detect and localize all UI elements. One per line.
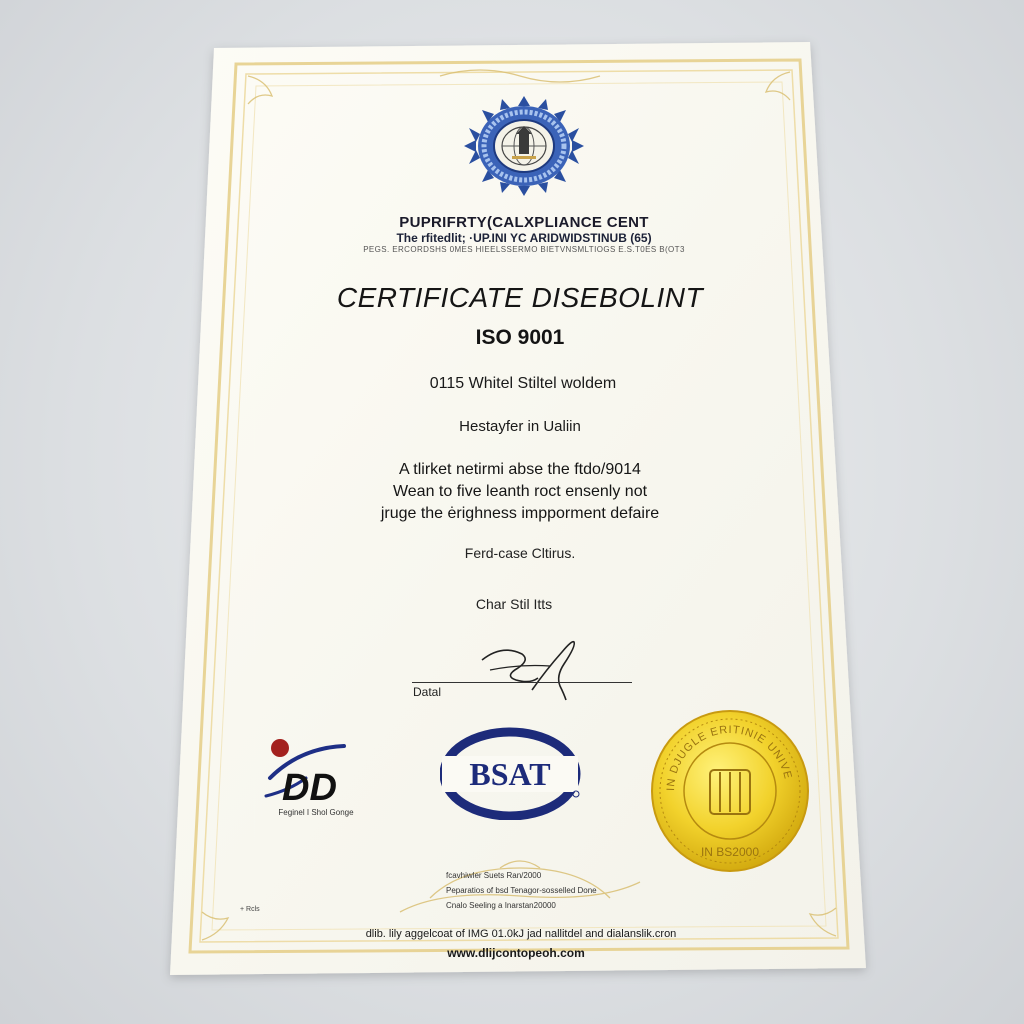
- footer-details: [446, 868, 597, 913]
- dd-logo-caption: Feginel I Shol Gonge: [278, 808, 354, 817]
- issue-date: Ferd-case Cltirus.: [464, 545, 576, 561]
- gold-seal-icon: [650, 708, 810, 874]
- seal-bottom-text: IN BS2000: [700, 845, 760, 859]
- organization-detail-line: PEGS. ERCORDSHS 0MES HIEELSSERMO BIETVNSMLTIOGS E.S.T0ES B(OT3: [363, 245, 685, 254]
- seal-arc-text: IN DJUGLE ERITINIE UNIVE: [664, 723, 794, 792]
- footer-tiny-note: + Rcls: [240, 906, 260, 913]
- signature-graphic: [470, 632, 600, 704]
- scope-line: A tlirket netirmi abse the ftdo/9014: [399, 461, 641, 478]
- scope-line: jruge the ėrighness impporment defaire: [380, 505, 660, 522]
- dd-logo: [262, 738, 374, 808]
- footer-statement: dlib. lily aggelcoat of IMG 01.0kJ jad nallitdel and dialanslik.cron: [365, 928, 677, 940]
- bsat-logo-text: BSAT: [469, 756, 551, 792]
- footer-website: www.dlijcontopeoh.com: [447, 946, 585, 960]
- signature-line: [412, 682, 632, 683]
- company-name: 0115 Whitel Stiltel woldem: [429, 375, 617, 392]
- organization-name: PUPRIFRTY(CALΧPLIANCE CENT: [399, 214, 649, 231]
- certificate-title: CERTIFICATE DISEBOLINT: [336, 282, 704, 313]
- footer-detail-line: fcavhiwler Suets Ran/2000: [446, 871, 542, 880]
- date-label: Datal: [413, 685, 442, 699]
- standard-label: ISO 9001: [475, 326, 565, 349]
- certificate-scope: [381, 459, 659, 525]
- scope-line: Wean to five leanth roct ensenly not: [392, 483, 648, 500]
- chair-name: Char Stil Itts: [475, 596, 553, 612]
- footer-detail-line: Cnalo Seeling a Inarstan20000: [446, 901, 556, 910]
- company-location: Hestayfer in Ualiin: [459, 418, 581, 435]
- emblem-icon: [462, 96, 586, 196]
- footer-detail-line: Peparatios of bsd Tenagor-sosselled Done: [446, 886, 597, 895]
- organization-subtitle: The rfitedlit; ·UP.INI YC ARIDWIDSTINUB (65): [396, 231, 652, 245]
- dd-logo-text: DD: [282, 767, 337, 808]
- bsat-logo: [440, 724, 586, 820]
